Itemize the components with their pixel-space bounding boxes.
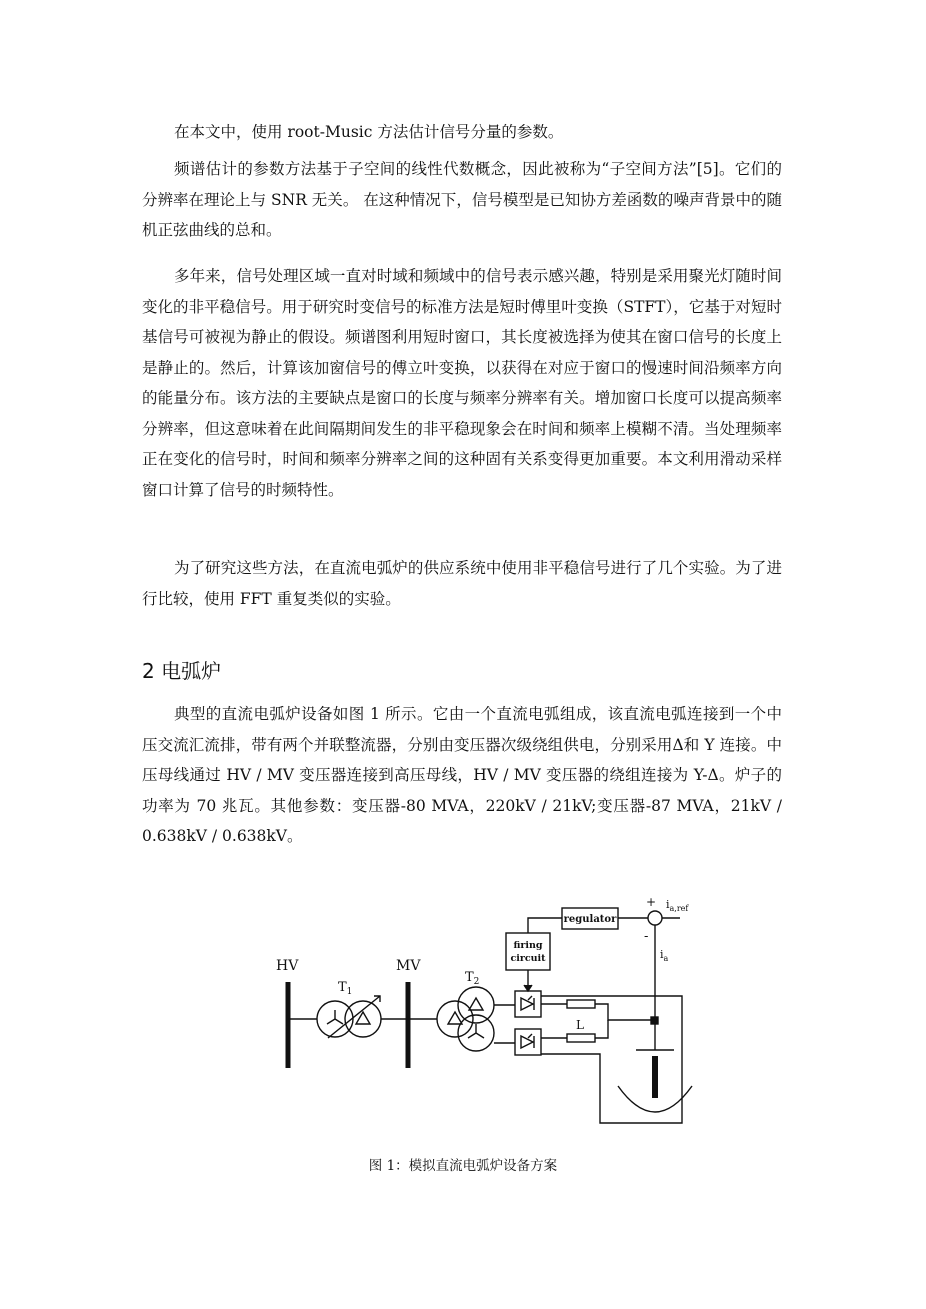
firing-label-1: firing — [513, 940, 543, 951]
inductor-b-to-bus — [595, 1020, 608, 1038]
hv-label: HV — [276, 958, 299, 974]
firing-circuit-box — [506, 933, 550, 970]
thyristor-a — [521, 996, 534, 1010]
dc-arc-furnace-diagram — [262, 888, 712, 1133]
paragraph-5: 典型的直流电弧炉设备如图 1 所示。它由一个直流电弧组成，该直流电弧连接到一个中压交流汇流排，带有两个并联整流器，分别由变压器次级绕组供电，分别采用Δ和 Y 连接。中压母线通过 HV / MV 变压器连接到高压母线，HV / MV 变压器的绕组连接为 Y-Δ。炉子的功率为 70 兆瓦。其他参数：变压器-80 MVA，220kV / 21kV;变压器-87 MVA，21kV / 0.638kV / 0.638kV。 — [142, 705, 782, 845]
inductor-a — [567, 1000, 595, 1008]
inductor-a-to-bus — [595, 1004, 655, 1020]
thyristor-b — [521, 1034, 534, 1048]
paragraph-2: 频谱估计的参数方法基于子空间的线性代数概念，因此被称为“子空间方法”[5]。它们的分辨率在理论上与 SNR 无关。 在这种情况下，信号模型是已知协方差函数的噪声背景中的随机正弦曲线的总和。 — [142, 160, 782, 239]
section-heading: 2 电弧炉 — [142, 659, 222, 683]
t1-y-symbol — [327, 1010, 343, 1024]
inductor-label: L — [576, 1018, 584, 1032]
dc-node — [651, 1017, 658, 1024]
t1-tap-arrow — [328, 996, 380, 1038]
paragraph-1: 在本文中，使用 root-Music 方法估计信号分量的参数。 — [174, 123, 564, 141]
t2-sec-b-y — [468, 1024, 484, 1038]
rectifier-a — [515, 991, 541, 1017]
regulator-to-firing — [528, 918, 562, 933]
return-path — [541, 996, 682, 1123]
rectifier-b — [515, 1029, 541, 1055]
t2-sec-a-delta — [469, 998, 483, 1010]
plus-sign: + — [646, 895, 657, 909]
figure-caption: 图 1：模拟直流电弧炉设备方案 — [368, 1158, 558, 1174]
regulator-label: regulator — [563, 914, 617, 925]
t2-label: $T_2$ — [465, 970, 480, 987]
mv-label: MV — [396, 958, 421, 974]
t2-primary — [437, 1001, 473, 1037]
ia-ref-label: $i_{a,ref}$ — [666, 898, 689, 913]
paragraph-3: 多年来，信号处理区域一直对时域和频域中的信号表示感兴趣，特别是采用聚光灯随时间变化的非平稳信号。用于研究时变信号的标准方法是短时傅里叶变换（STFT），它基于对短时基信号可被视为静止的假设。频谱图利用短时窗口，其长度被选择为使其在窗口信号的长度上是静止的。然后，计算该加窗信号的傅立叶变换，以获得在对应于窗口的慢速时间沿频率方向的能量分布。该方法的主要缺点是窗口的长度与频率分辨率有关。增加窗口长度可以提高频率分辨率，但这意味着在此间隔期间发生的非平稳现象会在时间和频率上模糊不清。当处理频率正在变化的信号时，时间和频率分辨率之间的这种固有关系变得更加重要。本文利用滑动采样窗口计算了信号的时频特性。 — [142, 267, 782, 499]
summing-junction — [648, 911, 662, 925]
firing-arrow — [524, 985, 532, 991]
paragraph-4: 为了研究这些方法，在直流电弧炉的供应系统中使用非平稳信号进行了几个实验。为了进行比较，使用 FFT 重复类似的实验。 — [142, 559, 782, 608]
minus-sign: - — [644, 929, 649, 944]
ia-label: $i_a$ — [660, 948, 669, 963]
inductor-b — [567, 1034, 595, 1042]
firing-label-2: circuit — [510, 953, 546, 964]
t2-secondary-a — [458, 987, 494, 1023]
t1-label: $T_1$ — [338, 980, 353, 997]
t1-winding-delta — [345, 1001, 381, 1037]
